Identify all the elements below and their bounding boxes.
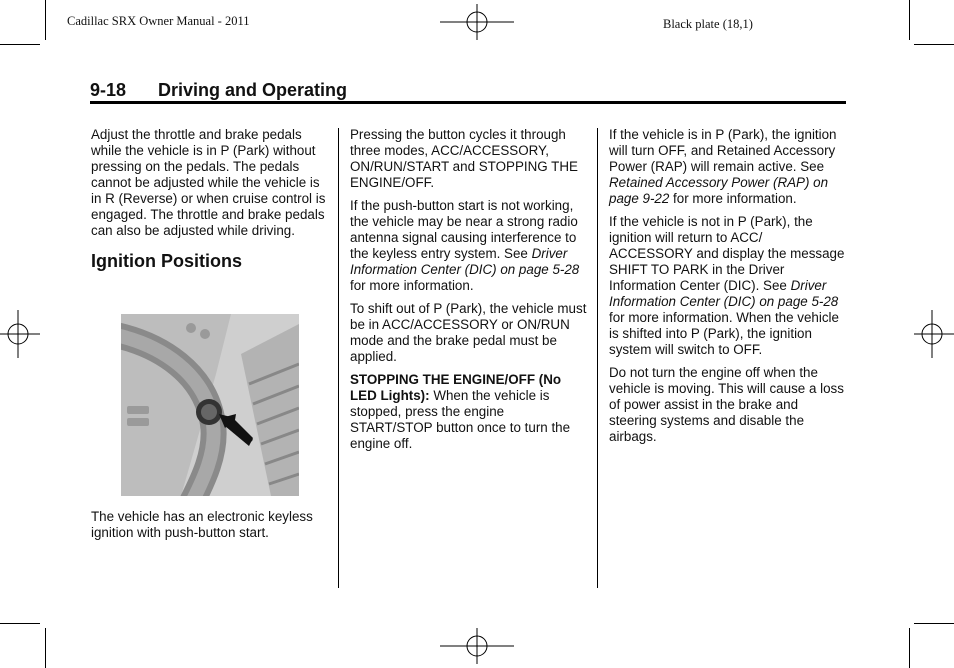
ignition-photo [121,314,299,496]
column-2 [350,127,590,459]
cross-reference: Driver Information Center (DIC) on page 5-28 [350,246,580,277]
crop-mark [909,0,910,40]
cross-reference: Retained Accessory Power (RAP) on page 9-22 [609,175,829,206]
photo-caption: The vehicle has an electronic keyless ignition with push-button start. [91,509,313,540]
running-head-left: Cadillac SRX Owner Manual - 2011 [67,14,250,28]
paragraph: If the vehicle is not in P (Park), the ignition will return to ACC/ ACCESSORY and display the message SHIFT TO PARK in the Driver Information Center (DIC). See Driver Information Center (DIC) on page 5-28 for more information. When the vehicle is shifted into P (Park), the ignition system will switch to OFF. [609,214,845,357]
registration-mark-right [914,310,954,358]
ignition-illustration [121,314,299,496]
header-rule [90,101,846,104]
crop-mark [0,44,40,45]
column-3 [609,127,845,452]
paragraph: Do not turn the engine off when the vehicle is moving. This will cause a loss of power assist in the brake and steering systems and disable the airbags. [609,365,844,444]
subheading: STOPPING THE ENGINE/OFF (No LED Lights): [350,372,562,403]
paragraph: STOPPING THE ENGINE/OFF (No LED Lights): When the vehicle is stopped, press the engine START/STOP button once to turn the engine off. [350,372,571,451]
crop-mark [909,628,910,668]
column-divider [338,128,339,588]
page-header [90,80,846,101]
page-number: 9-18 [90,80,127,100]
registration-mark-left [0,310,40,358]
registration-mark-top [440,4,514,40]
crop-mark [914,44,954,45]
paragraph: Pressing the button cycles it through three modes, ACC/ACCESSORY, ON/RUN/START and STOPPING THE ENGINE/OFF. [350,127,578,190]
section-heading: Ignition Positions [91,251,242,271]
crop-mark [0,623,40,624]
crop-mark [45,0,46,40]
cross-reference: Driver Information Center (DIC) on page 5-28 [609,278,839,309]
registration-mark-bottom [440,628,514,664]
paragraph: To shift out of P (Park), the vehicle must be in ACC/ACCESSORY or ON/RUN mode and the brake pedal must be applied. [350,301,587,364]
column-divider [597,128,598,588]
column-1-caption [91,509,327,548]
paragraph: If the push-button start is not working, the vehicle may be near a strong radio antenna signal causing interference to the keyless entry system. See Driver Information Center (DIC) on page 5-28 for more information. [350,198,580,293]
paragraph: If the vehicle is in P (Park), the ignition will turn OFF, and Retained Accessory Power (RAP) will remain active. See Retained Accessory Power (RAP) on page 9-22 for more information. [609,127,837,206]
paragraph: Adjust the throttle and brake pedals while the vehicle is in P (Park) without pressing on the pedals. The pedals cannot be adjusted while the vehicle is in R (Reverse) or when cruise control is engaged. The throttle and brake pedals can also be adjusted while driving. [91,127,326,238]
section-title-header: Driving and Operating [158,80,348,100]
column-1 [91,127,327,269]
running-head-right: Black plate (18,1) [663,17,753,31]
crop-mark [914,623,954,624]
crop-mark [45,628,46,668]
